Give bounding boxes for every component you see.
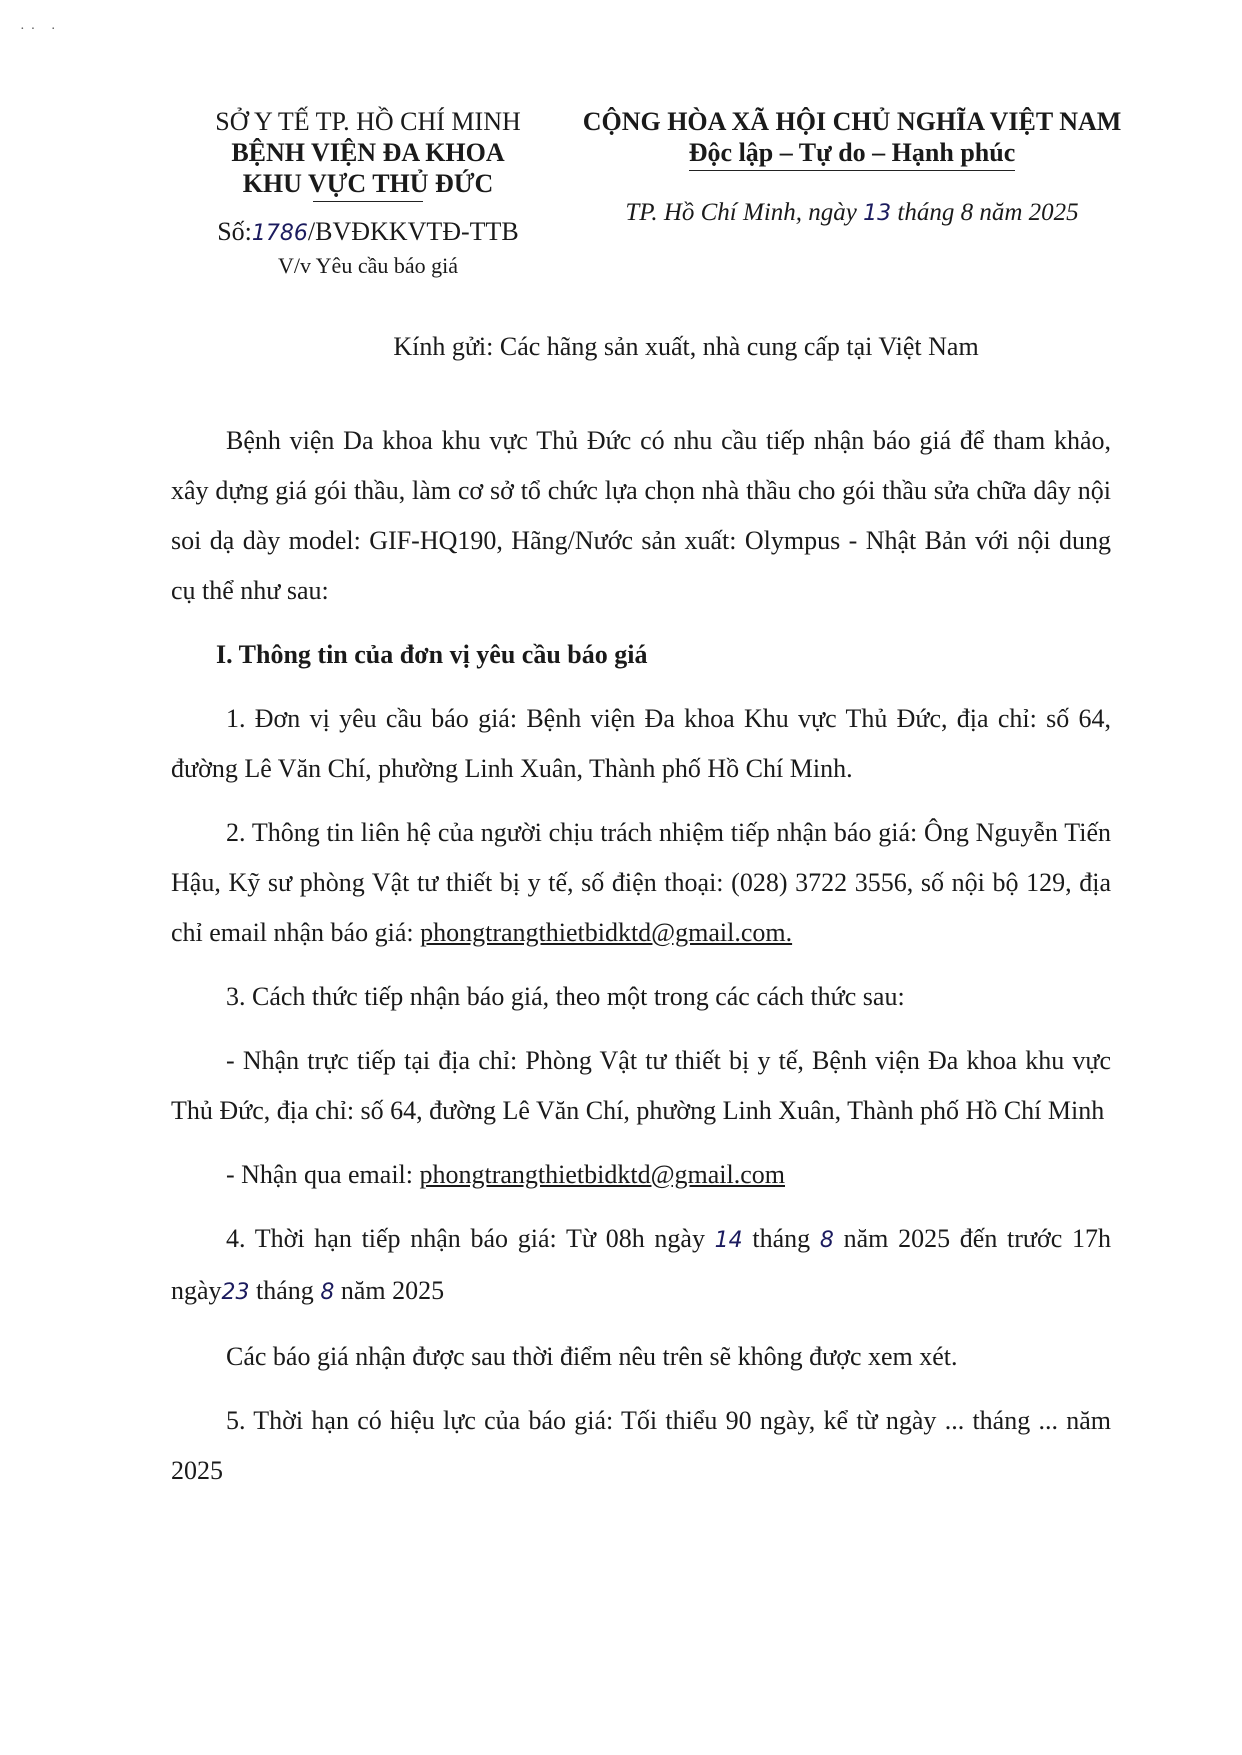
document-body bbox=[171, 416, 1111, 1510]
national-header bbox=[562, 106, 1142, 229]
document-number bbox=[178, 216, 558, 249]
item-4-part-5: năm 2025 bbox=[340, 1276, 445, 1305]
item-4-end-month-handwritten: 8 bbox=[320, 1280, 335, 1305]
item-4-end-day-handwritten: 23 bbox=[221, 1280, 250, 1305]
section-heading: I. Thông tin của đơn vị yêu cầu báo giá bbox=[216, 640, 648, 669]
date-day-handwritten: 13 bbox=[863, 201, 892, 226]
hospital-name: BỆNH VIỆN ĐA KHOA bbox=[231, 138, 505, 167]
department-name: SỞ Y TẾ TP. HỒ CHÍ MINH bbox=[215, 107, 521, 136]
item-4 bbox=[171, 1214, 1111, 1318]
document-date bbox=[562, 197, 1142, 229]
item-1: 1. Đơn vị yêu cầu báo giá: Bệnh viện Đa khoa Khu vực Thủ Đức, địa chỉ: số 64, đường Lê Văn Chí, phường Linh Xuân, Thành phố Hồ Chí Minh. bbox=[171, 704, 1111, 783]
document-number-handwritten: 1786 bbox=[251, 221, 308, 246]
item-4-part-2: tháng bbox=[752, 1224, 811, 1253]
header-rule-left bbox=[313, 201, 423, 202]
item-4-part-1: 4. Thời hạn tiếp nhận báo giá: Từ 08h ngày bbox=[226, 1224, 705, 1253]
item-2-text: 2. Thông tin liên hệ của người chịu trách nhiệm tiếp nhận báo giá: Ông Nguyễn Tiến Hậu, Kỹ sư phòng Vật tư thiết bị y tế, số điện thoại: (028) 3722 3556, số nội bộ 129, địa chỉ email nhận báo giá: bbox=[171, 818, 1111, 947]
item-4-part-4: tháng bbox=[256, 1276, 314, 1305]
national-motto: Độc lập – Tự do – Hạnh phúc bbox=[688, 138, 1016, 167]
recipient-line: Kính gửi: Các hãng sản xuất, nhà cung cấp tại Việt Nam bbox=[393, 332, 979, 361]
country-name: CỘNG HÒA XÃ HỘI CHỦ NGHĨA VIỆT NAM bbox=[582, 107, 1122, 136]
item-3: 3. Cách thức tiếp nhận báo giá, theo một trong các cách thức sau: bbox=[226, 982, 905, 1011]
intro-paragraph: Bệnh viện Da khoa khu vực Thủ Đức có nhu cầu tiếp nhận báo giá để tham khảo, xây dựng giá gói thầu, làm cơ sở tổ chức lựa chọn nhà thầu cho gói thầu sửa chữa dây nội soi dạ dày model: GIF-HQ190, Hãng/Nước sản xuất: Olympus - Nhật Bản với nội dung cụ thể như sau: bbox=[171, 426, 1111, 605]
item-3-option-a: - Nhận trực tiếp tại địa chỉ: Phòng Vật tư thiết bị y tế, Bệnh viện Đa khoa khu vực Thủ Đức, địa chỉ: số 64, đường Lê Văn Chí, phường Linh Xuân, Thành phố Hồ Chí Minh bbox=[171, 1046, 1111, 1125]
item-3-option-b bbox=[171, 1150, 1111, 1200]
item-4-part-3: năm 2025 đến trước 17h ngày bbox=[171, 1224, 1112, 1305]
contact-email-link[interactable]: phongtrangthietbidktd@gmail.com. bbox=[420, 918, 793, 947]
issuer-header bbox=[178, 106, 558, 281]
header-rule-right bbox=[689, 170, 1016, 171]
motto-block bbox=[689, 137, 1016, 171]
document-number-prefix: Số: bbox=[217, 217, 252, 246]
quote-email-link[interactable]: phongtrangthietbidktd@gmail.com bbox=[419, 1160, 785, 1189]
item-4-start-day-handwritten: 14 bbox=[714, 1228, 743, 1253]
item-3-option-b-prefix: - Nhận qua email: bbox=[226, 1160, 413, 1189]
item-2 bbox=[171, 808, 1111, 958]
item-5: 5. Thời hạn có hiệu lực của báo giá: Tối thiểu 90 ngày, kể từ ngày ... tháng ... năm 2025 bbox=[171, 1406, 1111, 1485]
hospital-area: KHU VỰC THỦ ĐỨC bbox=[242, 169, 494, 198]
item-4-start-month-handwritten: 8 bbox=[819, 1228, 834, 1253]
date-suffix: tháng 8 năm 2025 bbox=[897, 199, 1079, 226]
date-prefix: TP. Hồ Chí Minh, ngày bbox=[625, 199, 857, 226]
document-subject: V/v Yêu cầu báo giá bbox=[277, 253, 458, 278]
scan-artifact: ·· · bbox=[20, 22, 62, 37]
document-number-suffix: /BVĐKKVTĐ-TTB bbox=[307, 217, 519, 246]
late-quote-note: Các báo giá nhận được sau thời điểm nêu trên sẽ không được xem xét. bbox=[226, 1342, 958, 1371]
